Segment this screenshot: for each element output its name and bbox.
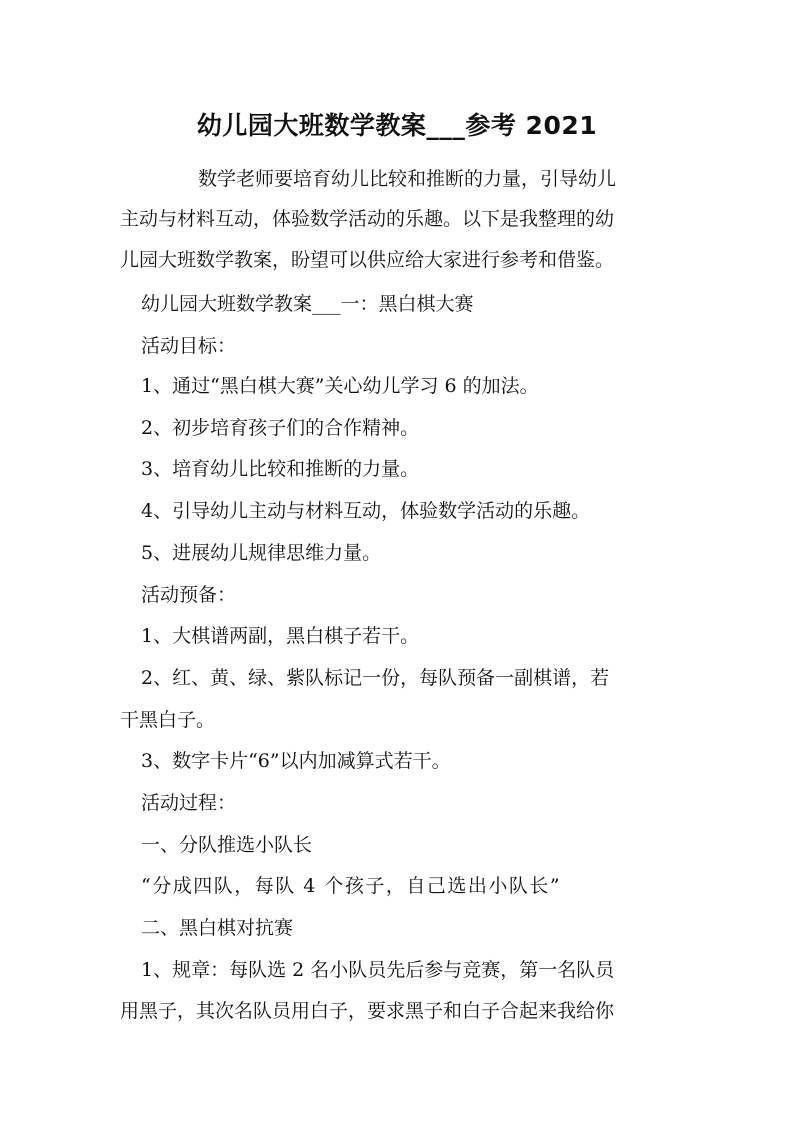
- intro-line-3: 儿园大班数学教案，盼望可以供应给大家进行参考和借鉴。: [120, 249, 615, 271]
- intro-line-1: 数学老师要培育幼儿比较和推断的力量，引导幼儿: [198, 168, 617, 190]
- document-title: 幼儿园大班数学教案___参考 2021: [196, 111, 598, 140]
- section-heading: 幼儿园大班数学教案___一：黑白棋大赛: [141, 293, 474, 315]
- prep-item-2-cont: 干黑白子。: [120, 709, 216, 731]
- process-quote: “分成四队，每队 4 个孩子，自己选出小队长”: [141, 875, 562, 897]
- goal-item-5: 5、进展幼儿规律思维力量。: [141, 542, 382, 564]
- intro-line-2: 主动与材料互动，体验数学活动的乐趣。以下是我整理的幼: [120, 208, 615, 230]
- goal-item-2: 2、初步培育孩子们的合作精神。: [141, 417, 420, 439]
- rules-line-2: 用黑子，其次名队员用白子，要求黑子和白子合起来我给你: [120, 1000, 615, 1022]
- subheading-goals: 活动目标：: [141, 335, 237, 357]
- process-step-2: 二、黑白棋对抗赛: [141, 917, 294, 939]
- rules-line-1: 1、规章：每队选 2 名小队员先后参与竞赛，第一名队员: [141, 959, 615, 981]
- goal-item-1: 1、通过“黑白棋大赛”关心幼儿学习 6 的加法。: [141, 375, 539, 397]
- prep-item-2: 2、红、黄、绿、紫队标记一份，每队预备一副棋谱，若: [141, 667, 610, 689]
- prep-item-3: 3、数字卡片“6”以内加减算式若干。: [141, 750, 451, 772]
- goal-item-3: 3、培育幼儿比较和推断的力量。: [141, 458, 420, 480]
- prep-item-1: 1、大棋谱两副，黑白棋子若干。: [141, 625, 420, 647]
- goal-item-4: 4、引导幼儿主动与材料互动，体验数学活动的乐趣。: [141, 500, 591, 522]
- subheading-preparation: 活动预备：: [141, 584, 237, 606]
- subheading-process: 活动过程：: [141, 792, 237, 814]
- process-step-1: 一、分队推选小队长: [141, 834, 313, 856]
